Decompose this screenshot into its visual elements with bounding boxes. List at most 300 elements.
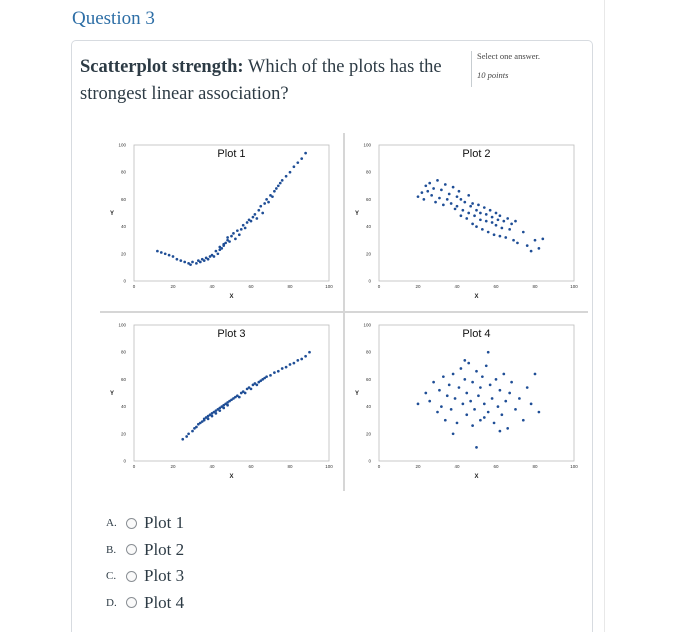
- data-point: [454, 397, 457, 400]
- y-tick-label: 0: [123, 278, 126, 284]
- data-point: [516, 242, 519, 245]
- radio-button-d[interactable]: [126, 597, 137, 608]
- answer-letter: B.: [106, 543, 117, 556]
- data-point: [460, 214, 463, 217]
- data-point: [483, 403, 486, 406]
- plot-area: [134, 145, 329, 281]
- x-axis-label: X: [229, 294, 234, 300]
- data-point: [273, 190, 276, 193]
- y-tick-label: 80: [365, 169, 371, 175]
- data-point: [522, 231, 525, 234]
- x-tick-label: 100: [570, 464, 578, 469]
- data-point: [281, 179, 284, 182]
- data-point: [483, 416, 486, 419]
- data-point: [256, 217, 259, 220]
- data-point: [293, 362, 296, 365]
- data-point: [487, 411, 490, 414]
- data-point: [463, 359, 466, 362]
- y-tick-label: 100: [118, 142, 126, 148]
- data-point: [436, 179, 439, 182]
- y-axis-label: Y: [109, 391, 115, 397]
- data-point: [160, 251, 163, 254]
- data-point: [477, 394, 480, 397]
- data-point: [213, 255, 216, 258]
- data-point: [499, 214, 502, 217]
- data-point: [485, 213, 488, 216]
- data-point: [224, 242, 227, 245]
- y-axis-label: Y: [109, 211, 115, 217]
- question-topic: Scatterplot strength:: [80, 57, 244, 77]
- data-point: [487, 351, 490, 354]
- data-point: [479, 419, 482, 422]
- answer-option-b[interactable]: [106, 537, 184, 564]
- answer-label[interactable]: Plot 4: [144, 592, 185, 612]
- data-point: [277, 184, 280, 187]
- data-point: [489, 383, 492, 386]
- plot-title: Plot 3: [217, 328, 246, 340]
- answer-label[interactable]: Plot 1: [144, 513, 185, 533]
- data-point: [234, 237, 237, 240]
- data-point: [289, 171, 292, 174]
- data-point: [261, 212, 264, 215]
- x-axis-label: X: [474, 474, 479, 480]
- data-point: [467, 212, 470, 215]
- data-point: [207, 258, 210, 261]
- x-tick-label: 40: [454, 464, 460, 469]
- data-point: [211, 415, 214, 418]
- data-point: [530, 403, 533, 406]
- data-point: [458, 190, 461, 193]
- data-point: [471, 202, 474, 205]
- data-point: [207, 417, 210, 420]
- data-point: [538, 247, 541, 250]
- data-point: [296, 359, 299, 362]
- data-point: [467, 362, 470, 365]
- data-point: [257, 209, 260, 212]
- x-axis-label: X: [474, 294, 479, 300]
- data-point: [238, 233, 241, 236]
- data-point: [252, 216, 255, 219]
- y-tick-label: 0: [123, 458, 126, 464]
- data-point: [450, 408, 453, 411]
- data-point: [244, 227, 247, 230]
- y-tick-label: 0: [368, 278, 371, 284]
- data-point: [463, 378, 466, 381]
- data-point: [428, 400, 431, 403]
- data-point: [475, 209, 478, 212]
- data-point: [499, 430, 502, 433]
- data-point: [514, 408, 517, 411]
- data-point: [220, 247, 223, 250]
- y-tick-label: 60: [365, 196, 371, 202]
- plot-3-panel: [100, 313, 343, 491]
- answer-label[interactable]: Plot 2: [144, 539, 185, 559]
- data-point: [499, 235, 502, 238]
- data-point: [424, 184, 427, 187]
- data-point: [421, 191, 424, 194]
- data-point: [465, 392, 468, 395]
- data-point: [481, 228, 484, 231]
- answer-option-a[interactable]: [106, 510, 184, 537]
- question-meta: [471, 51, 540, 87]
- data-point: [289, 363, 292, 366]
- data-point: [485, 364, 488, 367]
- data-point: [462, 209, 465, 212]
- data-point: [501, 227, 504, 230]
- x-axis-label: X: [229, 474, 234, 480]
- x-tick-label: 20: [170, 284, 176, 289]
- answer-letter: A.: [106, 517, 117, 530]
- x-tick-label: 80: [532, 464, 538, 469]
- data-point: [230, 235, 233, 238]
- data-point: [172, 255, 175, 258]
- data-point: [265, 375, 268, 378]
- x-tick-label: 80: [287, 284, 293, 289]
- x-tick-label: 0: [132, 464, 136, 469]
- question-body: Which of the plots has the strongest linear association?: [80, 57, 442, 104]
- data-point: [440, 189, 443, 192]
- data-point: [156, 250, 159, 253]
- data-point: [187, 432, 190, 435]
- data-point: [426, 190, 429, 193]
- data-point: [526, 244, 529, 247]
- data-point: [499, 389, 502, 392]
- data-point: [448, 193, 451, 196]
- data-point: [203, 259, 206, 262]
- data-point: [256, 383, 259, 386]
- data-point: [308, 351, 311, 354]
- data-point: [541, 237, 544, 240]
- plot-1-chart: [100, 133, 343, 311]
- answer-letter: C.: [106, 570, 117, 583]
- data-point: [267, 201, 270, 204]
- data-point: [487, 231, 490, 234]
- plot-title: Plot 1: [217, 148, 246, 160]
- data-point: [434, 201, 437, 204]
- data-point: [510, 381, 513, 384]
- plot-4-panel: [345, 313, 588, 491]
- data-point: [508, 392, 511, 395]
- data-point: [471, 223, 474, 226]
- data-point: [454, 208, 457, 211]
- points-text: 10 points: [477, 70, 509, 80]
- y-axis-label: Y: [354, 211, 360, 217]
- x-tick-label: 100: [325, 464, 333, 469]
- data-point: [281, 367, 284, 370]
- data-point: [236, 229, 239, 232]
- data-point: [491, 216, 494, 219]
- data-point: [475, 370, 478, 373]
- data-point: [203, 419, 206, 422]
- data-point: [176, 258, 179, 261]
- data-point: [506, 217, 509, 220]
- data-point: [277, 370, 280, 373]
- data-point: [469, 400, 472, 403]
- x-tick-label: 20: [415, 284, 421, 289]
- data-point: [423, 198, 426, 201]
- data-point: [475, 446, 478, 449]
- data-point: [191, 430, 194, 433]
- x-tick-label: 60: [248, 284, 254, 289]
- data-point: [215, 250, 218, 253]
- y-tick-label: 40: [365, 224, 371, 230]
- data-point: [479, 386, 482, 389]
- data-point: [530, 250, 533, 253]
- data-point: [522, 419, 525, 422]
- data-point: [473, 408, 476, 411]
- plot-3-chart: [100, 313, 343, 491]
- data-point: [263, 202, 266, 205]
- data-point: [471, 424, 474, 427]
- data-point: [285, 175, 288, 178]
- answer-option-c[interactable]: [106, 563, 184, 590]
- scatterplot-grid: [100, 133, 588, 491]
- data-point: [228, 240, 231, 243]
- data-point: [463, 201, 466, 204]
- data-point: [504, 400, 507, 403]
- data-point: [512, 239, 515, 242]
- data-point: [222, 244, 225, 247]
- data-point: [428, 182, 431, 185]
- frame-divider: [604, 0, 605, 632]
- y-tick-label: 80: [365, 349, 371, 355]
- data-point: [304, 152, 307, 155]
- y-tick-label: 60: [120, 196, 126, 202]
- question-title: Question 3: [72, 8, 155, 29]
- plot-area: [134, 325, 329, 461]
- x-tick-label: 100: [325, 284, 333, 289]
- y-tick-label: 100: [118, 322, 126, 328]
- y-tick-label: 20: [365, 251, 371, 257]
- data-point: [238, 396, 241, 399]
- data-point: [518, 397, 521, 400]
- data-point: [430, 194, 433, 197]
- data-point: [448, 383, 451, 386]
- data-point: [483, 206, 486, 209]
- data-point: [456, 422, 459, 425]
- data-point: [432, 381, 435, 384]
- data-point: [168, 254, 171, 257]
- data-point: [250, 388, 253, 391]
- data-point: [493, 233, 496, 236]
- data-point: [250, 220, 253, 223]
- x-tick-label: 40: [209, 284, 215, 289]
- data-point: [452, 373, 455, 376]
- plot-title: Plot 4: [462, 328, 491, 340]
- data-point: [244, 392, 247, 395]
- data-point: [442, 203, 445, 206]
- data-point: [475, 225, 478, 228]
- plot-title: Plot 2: [462, 148, 491, 160]
- data-point: [432, 187, 435, 190]
- data-point: [534, 239, 537, 242]
- data-point: [181, 438, 184, 441]
- answer-list: [106, 510, 184, 616]
- data-point: [450, 202, 453, 205]
- data-point: [185, 435, 188, 438]
- plot-area: [379, 145, 574, 281]
- data-point: [195, 426, 198, 429]
- data-point: [218, 409, 221, 412]
- data-point: [215, 412, 218, 415]
- data-point: [514, 220, 517, 223]
- data-point: [485, 220, 488, 223]
- answer-letter: D.: [106, 596, 117, 609]
- y-tick-label: 0: [368, 458, 371, 464]
- data-point: [417, 403, 420, 406]
- x-tick-label: 40: [454, 284, 460, 289]
- data-point: [465, 217, 468, 220]
- data-point: [164, 252, 167, 255]
- data-point: [501, 413, 504, 416]
- y-tick-label: 40: [120, 404, 126, 410]
- x-tick-label: 100: [570, 284, 578, 289]
- data-point: [456, 205, 459, 208]
- data-point: [467, 194, 470, 197]
- data-point: [471, 381, 474, 384]
- y-tick-label: 20: [120, 251, 126, 257]
- data-point: [226, 236, 229, 239]
- x-tick-label: 20: [415, 464, 421, 469]
- data-point: [226, 404, 229, 407]
- data-point: [438, 389, 441, 392]
- y-tick-label: 40: [120, 224, 126, 230]
- data-point: [534, 373, 537, 376]
- y-tick-label: 60: [120, 376, 126, 382]
- question-text: [80, 54, 470, 108]
- data-point: [442, 375, 445, 378]
- data-point: [300, 358, 303, 361]
- answer-label[interactable]: Plot 3: [144, 566, 185, 586]
- x-tick-label: 0: [132, 284, 136, 289]
- data-point: [246, 221, 249, 224]
- data-point: [491, 397, 494, 400]
- data-point: [191, 261, 194, 264]
- instruction-text: Select one answer.: [477, 51, 541, 61]
- x-tick-label: 80: [532, 284, 538, 289]
- data-point: [460, 198, 463, 201]
- data-point: [293, 165, 296, 168]
- data-point: [195, 262, 198, 265]
- data-point: [497, 405, 500, 408]
- y-tick-label: 20: [120, 431, 126, 437]
- data-point: [526, 386, 529, 389]
- data-point: [269, 374, 272, 377]
- data-point: [240, 228, 243, 231]
- data-point: [279, 182, 282, 185]
- data-point: [479, 212, 482, 215]
- data-point: [491, 221, 494, 224]
- data-point: [462, 403, 465, 406]
- data-point: [271, 195, 274, 198]
- data-point: [199, 261, 202, 264]
- y-tick-label: 100: [363, 142, 371, 148]
- data-point: [452, 432, 455, 435]
- data-point: [417, 195, 420, 198]
- data-point: [440, 405, 443, 408]
- data-point: [179, 259, 182, 262]
- x-tick-label: 80: [287, 464, 293, 469]
- data-point: [446, 198, 449, 201]
- data-point: [460, 367, 463, 370]
- data-point: [495, 378, 498, 381]
- data-point: [275, 187, 278, 190]
- plot-2-chart: [345, 133, 588, 311]
- x-tick-label: 40: [209, 464, 215, 469]
- y-tick-label: 80: [120, 349, 126, 355]
- data-point: [438, 197, 441, 200]
- y-tick-label: 60: [365, 376, 371, 382]
- data-point: [183, 261, 186, 264]
- y-axis-label: Y: [354, 391, 360, 397]
- data-point: [444, 183, 447, 186]
- data-point: [424, 392, 427, 395]
- data-point: [502, 220, 505, 223]
- x-tick-label: 0: [377, 284, 381, 289]
- radio-button-c[interactable]: [126, 571, 137, 582]
- data-point: [296, 161, 299, 164]
- data-point: [495, 224, 498, 227]
- x-tick-label: 0: [377, 464, 381, 469]
- data-point: [242, 224, 245, 227]
- data-point: [456, 195, 459, 198]
- data-point: [497, 218, 500, 221]
- data-point: [452, 186, 455, 189]
- y-tick-label: 20: [365, 431, 371, 437]
- x-tick-label: 60: [493, 464, 499, 469]
- data-point: [436, 411, 439, 414]
- data-point: [508, 228, 511, 231]
- answer-option-d[interactable]: [106, 590, 184, 617]
- data-point: [477, 203, 480, 206]
- plot-4-chart: [345, 313, 588, 491]
- data-point: [510, 223, 513, 226]
- x-tick-label: 60: [493, 284, 499, 289]
- data-point: [446, 394, 449, 397]
- data-point: [538, 411, 541, 414]
- data-point: [259, 205, 262, 208]
- y-tick-label: 40: [365, 404, 371, 410]
- y-tick-label: 100: [363, 322, 371, 328]
- data-point: [506, 427, 509, 430]
- data-point: [304, 355, 307, 358]
- data-point: [222, 407, 225, 410]
- data-point: [458, 386, 461, 389]
- data-point: [465, 413, 468, 416]
- data-point: [502, 373, 505, 376]
- data-point: [493, 422, 496, 425]
- data-point: [189, 263, 192, 266]
- plot-2-panel: [345, 133, 588, 311]
- radio-button-a[interactable]: [126, 518, 137, 529]
- data-point: [444, 419, 447, 422]
- data-point: [265, 198, 268, 201]
- data-point: [469, 205, 472, 208]
- data-point: [489, 209, 492, 212]
- x-tick-label: 60: [248, 464, 254, 469]
- x-tick-label: 20: [170, 464, 176, 469]
- data-point: [254, 213, 257, 216]
- data-point: [481, 375, 484, 378]
- y-tick-label: 80: [120, 169, 126, 175]
- radio-button-b[interactable]: [126, 544, 137, 555]
- plot-1-panel: [100, 133, 343, 311]
- data-point: [217, 252, 220, 255]
- data-point: [473, 214, 476, 217]
- data-point: [479, 218, 482, 221]
- data-point: [300, 157, 303, 160]
- data-point: [285, 366, 288, 369]
